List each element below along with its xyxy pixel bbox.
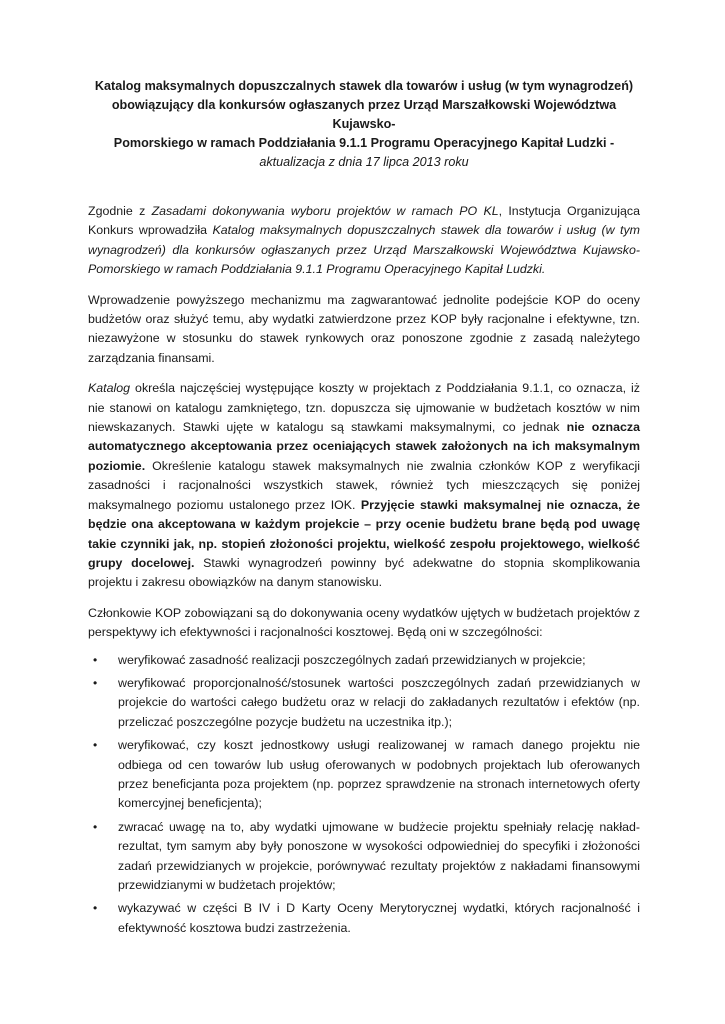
p3-f: Stawki wynagrodzeń powinny być adekwatne do stopnia skomplikowania projektu i zakresu obowiązków na danym stanowisku. xyxy=(88,555,640,590)
p1-a: Zgodnie z xyxy=(88,204,152,218)
p1-d: Katalog maksymalnych dopuszczalnych stawek dla towarów i usług (w tym wynagrodzeń) dla konkursów ogłaszanych przez Urząd Marszałkowski Województwa Kujawsko-Pomorskiego w ramach Poddziałania 9.1.1 Programu Operacyjnego Kapitał Ludzki. xyxy=(88,223,640,277)
p1-c: , Instytucja Organizująca Konkurs wprowadziła xyxy=(88,204,640,238)
p3-d: Określenie katalogu stawek maksymalnych nie zwalnia członków KOP z weryfikacji zasadności i racjonalności wszystkich stawek, również tych mieszczących się poniżej maksymalnego poziomu ustalonego przez IOK. xyxy=(88,458,640,512)
p3-e: Przyjęcie stawki maksymalnej nie oznacza, że będzie ona akceptowana w każdym projekcie – przy ocenie budżetu brane będą pod uwagę takie czynniki jak, np. stopień złożoności projektu, wielkość zespołu projektowego, wielkość grupy docelowej. xyxy=(88,497,641,570)
bullet-icon: • xyxy=(93,819,98,834)
bullet-icon: • xyxy=(93,652,98,667)
list-item-text: weryfikować zasadność realizacji poszczególnych zadań przewidzianych w projekcie; xyxy=(118,652,586,667)
title-line-1: Katalog maksymalnych dopuszczalnych stawek dla towarów i usług (w tym wynagrodzeń) xyxy=(94,79,634,93)
bullet-icon: • xyxy=(93,738,98,753)
bullet-icon: • xyxy=(93,675,98,690)
paragraph-intro xyxy=(88,202,640,280)
duties-list xyxy=(88,651,640,939)
title-line-2: obowiązujący dla konkursów ogłaszanych przez Urząd Marszałkowski Województwa Kujawsko- xyxy=(111,98,617,131)
p3-c: nie oznacza automatycznego akceptowania przez oceniających stawek założonych na ich maksymalnym poziomie. xyxy=(88,420,640,473)
list-item-text: zwracać uwagę na to, aby wydatki ujmowane w budżecie projektu spełniały relację nakład-rezultat, tym samym aby były ponoszone w wysokości odpowiedniej do specyfiki i złożoności zadań przewidzianych w projekcie, porównywać rezultaty projektów z nakładami finansowymi przewidzianymi w budżetach projektów; xyxy=(118,819,640,892)
list-item xyxy=(88,674,640,732)
list-item xyxy=(88,651,640,670)
p1-b: Zasadami dokonywania wyboru projektów w ramach PO KL xyxy=(151,204,499,218)
paragraph-kop-duties: Członkowie KOP zobowiązani są do dokonywania oceny wydatków ujętych w budżetach projektów z perspektywy ich efektywności i racjonalności kosztowej. Będą oni w szczególności: xyxy=(88,605,640,640)
bullet-icon: • xyxy=(93,901,98,916)
title-line-3: Pomorskiego w ramach Poddziałania 9.1.1 Programu Operacyjnego Kapitał Ludzki - xyxy=(113,136,615,150)
document-title xyxy=(88,77,640,172)
list-item-text: wykazywać w części B IV i D Karty Oceny Merytorycznej wydatki, których racjonalność i efektywność kosztowa budzi zastrzeżenia. xyxy=(118,901,640,935)
paragraph-catalog xyxy=(88,379,640,592)
list-item xyxy=(88,818,640,896)
p3-a: Katalog xyxy=(88,381,131,396)
title-subtitle: aktualizacja z dnia 17 lipca 2013 roku xyxy=(259,155,469,169)
paragraph-mechanism: Wprowadzenie powyższego mechanizmu ma zagwarantować jednolite podejście KOP do oceny budżetów oraz służyć temu, aby wydatki zatwierdzone przez KOP były racjonalne i efektywne, tzn. niezawyżone w stosunku do stawek rynkowych oraz ponoszone zgodnie z zasadą należytego zarządzania finansami. xyxy=(88,292,640,365)
list-item-text: weryfikować proporcjonalność/stosunek wartości poszczególnych zadań przewidzianych w projekcie do wartości całego budżetu oraz w relacji do zakładanych rezultatów i efektów (np. przeliczać poszczególne pozycje budżetu na uczestnika itp.); xyxy=(118,675,640,729)
list-item xyxy=(88,736,640,814)
document-page xyxy=(88,77,640,942)
p3-b: określa najczęściej występujące koszty w projektach z Poddziałania 9.1.1, co oznacza, iż nie stanowi on katalogu zamkniętego, tzn. dopuszcza się ujmowanie w budżetach kosztów w nim niewskazanych. Stawki ujęte w katalogu są stawkami maksymalnymi, co jednak xyxy=(88,381,640,435)
list-item-text: weryfikować, czy koszt jednostkowy usługi realizowanej w ramach danego projektu nie odbiega od cen towarów lub usług oferowanych w podobnych projektach lub oferowanych przez beneficjanta poza projektem (np. poprzez sprawdzenie na stronach internetowych oferty komercyjnej beneficjenta); xyxy=(118,738,640,811)
list-item xyxy=(88,899,640,938)
